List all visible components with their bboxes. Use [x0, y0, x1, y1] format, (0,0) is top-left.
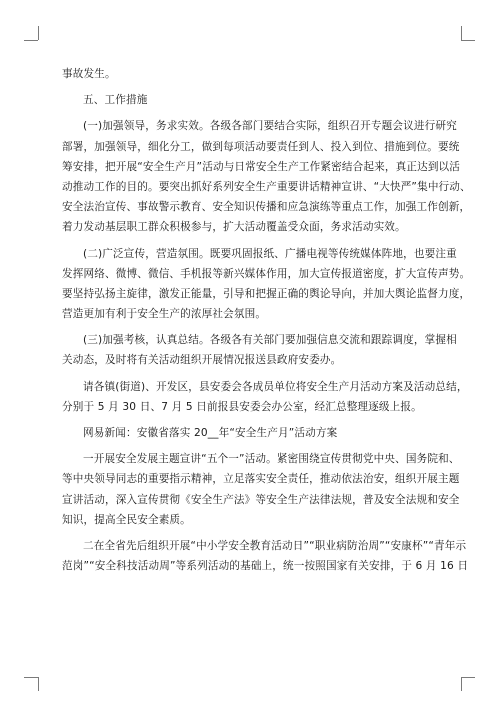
text-line: 范岗”“安全科技活动周”等系列活动的基础上，统一按照国家有关安排，于 6 月 16 日 [62, 560, 469, 573]
paragraph [62, 536, 469, 576]
text-line: (二)广泛宣传，营造氛围。既要巩固报纸、广播电视等传统媒体阵地，也要注重 [83, 247, 457, 260]
text-line: 网易新闻：安徽省落实 20__年“安全生产月”活动方案 [83, 427, 338, 439]
text-line: 着力发动基层职工群众积极参与，扩大活动覆盖受众面，务求活动实效。 [62, 221, 406, 234]
text-line: 发挥网络、微博、微信、手机报等新兴媒体作用，加大宣传报道密度，扩大宣传声势。 [62, 267, 471, 280]
text-line: 宣讲活动，深入宣传贯彻《安全生产法》等安全生产法律法规，普及安全法规和安全 [62, 493, 460, 506]
text-line: 五、工作措施 [83, 94, 148, 107]
paragraph [62, 64, 440, 84]
text-line: 等中央领导同志的重要指示精神，立足落实安全责任，推动依法治安，组织开展主题 [62, 473, 460, 486]
text-line: 二在全省先后组织开展“中小学安全教育活动日”“职业病防治周”“安康杯”“青年示 [83, 539, 467, 552]
text-line: 分别于 5 月 30 日、7 月 5 日前报县安委会办公室，经汇总整理逐级上报。 [62, 400, 422, 413]
text-line: 要坚持弘扬主旋律，激发正能量，引导和把握正确的舆论导向，并加大舆论监督力度， [62, 287, 471, 300]
paragraph [62, 90, 440, 110]
text-line: (一)加强领导，务求实效。各级各部门要结合实际，组织召开专题会议进行研究 [83, 120, 457, 133]
text-line: 筹安排，把开展“安全生产月”活动与日常安全生产工作紧密结合起来，真正达到以活 [62, 160, 461, 173]
text-line: 一开展安全发展主题宣讲“五个一”活动。紧密围绕宣传贯彻党中央、国务院和、 [83, 453, 460, 466]
paragraph [62, 244, 471, 325]
text-line: 请各镇(街道)、开发区，县安委会各成员单位将安全生产月活动方案及活动总结， [83, 380, 468, 393]
text-line: (三)加强考核，认真总结。各级各有关部门要加强信息交流和跟踪调度，掌握相 [83, 334, 457, 347]
paragraph [62, 449, 460, 530]
paragraph [62, 423, 440, 443]
text-line: 动推动工作的目的。要突出抓好系列安全生产重要讲话精神宣讲、“大快严”集中行动、 [62, 180, 471, 193]
paragraph [62, 377, 468, 417]
document-body [62, 64, 471, 582]
text-line: 安全法治宣传、事故警示教育、安全知识传播和应急演练等重点工作，加强工作创新， [62, 201, 471, 214]
text-line: 营造更加有利于安全生产的浓厚社会氛围。 [62, 308, 267, 321]
text-line: 关动态，及时将有关活动组织开展情况报送县政府安委办。 [62, 354, 342, 367]
paragraph [62, 330, 457, 370]
text-line: 事故发生。 [62, 68, 116, 80]
text-line: 知识，提高全民安全素质。 [62, 513, 191, 526]
paragraph [62, 116, 471, 237]
text-line: 部署，加强领导，细化分工，做到每项活动要责任到人、投入到位、措施到位。要统 [62, 140, 460, 153]
